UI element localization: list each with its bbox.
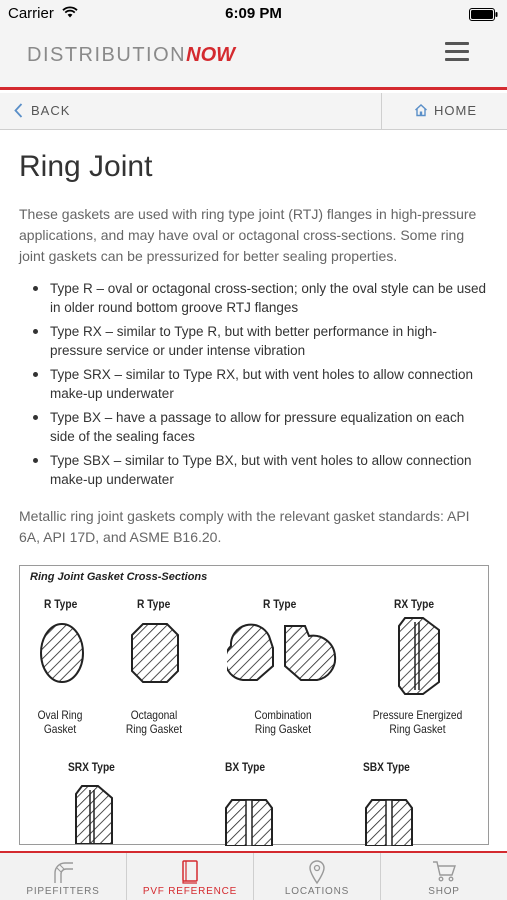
oval-gasket-drawing: [39, 622, 85, 684]
caption-line: Oval Ring: [37, 708, 83, 722]
status-time: 6:09 PM: [225, 5, 282, 22]
cross-sections-figure: [19, 565, 489, 845]
combination-gasket-drawing: [227, 622, 339, 684]
pipe-icon: [51, 859, 75, 885]
figure-type-label: RX Type: [394, 597, 435, 611]
figure-caption: [30, 708, 90, 736]
cart-icon: [431, 859, 457, 883]
brand-logo-accent: NOW: [186, 44, 236, 66]
tab-label: LOCATIONS: [284, 886, 350, 897]
nav-bar: [0, 93, 507, 130]
list-item: Type BX – have a passage to allow for pressure equalization on each side of the sealing faces: [31, 408, 489, 446]
brand-logo-text: DISTRIBUTION: [27, 44, 187, 66]
figure-caption: [369, 708, 467, 736]
back-label: BACK: [31, 103, 71, 118]
figure-type-label: R Type: [44, 597, 78, 611]
caption-line: Ring Gasket: [125, 722, 183, 736]
back-button[interactable]: [0, 93, 381, 129]
status-bar: [0, 0, 507, 28]
srx-gasket-drawing: [72, 782, 116, 844]
tab-label: PVF REFERENCE: [142, 886, 238, 897]
list-item: Type R – oval or octagonal cross-section; only the oval style can be used in older round bottom groove RTJ flanges: [31, 279, 489, 317]
battery-icon: [469, 8, 499, 21]
list-item: Type SRX – similar to Type RX, but with vent holes to allow connection make-up underwater: [31, 365, 489, 403]
figure-title: Ring Joint Gasket Cross-Sections: [30, 571, 208, 583]
brand-logo[interactable]: [27, 44, 235, 67]
home-icon: [414, 103, 428, 117]
app-header: [0, 28, 507, 90]
tab-locations[interactable]: [254, 853, 381, 900]
intro-paragraph: These gaskets are used with ring type joint (RTJ) flanges in high-pressure applications, and may have oval or octagonal cross-sections. Some ring joint gaskets can be pressurized for better sealing properties.: [19, 206, 477, 264]
octagonal-gasket-drawing: [130, 622, 180, 684]
caption-line: Combination: [254, 708, 312, 722]
figure-type-label: BX Type: [225, 760, 266, 774]
bx-gasket-drawing: [224, 796, 274, 846]
caption-line: Ring Gasket: [389, 722, 446, 736]
book-icon: [180, 859, 200, 885]
gasket-types-list: [31, 279, 489, 489]
tab-pvf-reference[interactable]: [127, 853, 254, 900]
carrier-label: Carrier: [8, 5, 54, 22]
sbx-gasket-drawing: [364, 796, 414, 846]
main-content: [19, 150, 489, 845]
rx-gasket-drawing: [395, 616, 443, 696]
tab-pipefitters[interactable]: [0, 853, 127, 900]
list-item: Type RX – similar to Type R, but with better performance in high-pressure service or under intense vibration: [31, 322, 489, 360]
home-button[interactable]: [381, 93, 507, 129]
tab-shop[interactable]: [381, 853, 507, 900]
home-label: HOME: [434, 103, 477, 118]
caption-line: Gasket: [43, 722, 77, 736]
list-item: Type SBX – similar to Type BX, but with vent holes to allow connection make-up underwater: [31, 451, 489, 489]
hamburger-icon[interactable]: [445, 42, 469, 62]
figure-caption: [118, 708, 189, 736]
page-title: Ring Joint: [19, 150, 153, 183]
chevron-left-icon: [14, 103, 23, 118]
figure-type-label: SRX Type: [68, 760, 115, 774]
bottom-tab-bar: [0, 851, 507, 900]
figure-type-label: R Type: [263, 597, 297, 611]
tab-label: PIPEFITTERS: [26, 886, 100, 897]
tab-label: SHOP: [428, 886, 460, 897]
standards-paragraph: Metallic ring joint gaskets comply with the relevant gasket standards: API 6A, API 17D, and ASME B16.20.: [19, 508, 470, 545]
figure-caption: [245, 708, 322, 736]
figure-type-label: SBX Type: [363, 760, 410, 774]
map-pin-icon: [308, 859, 326, 885]
caption-line: Ring Gasket: [254, 722, 312, 736]
figure-type-label: R Type: [137, 597, 171, 611]
caption-line: Pressure Energized: [372, 708, 463, 722]
caption-line: Octagonal: [130, 708, 178, 722]
